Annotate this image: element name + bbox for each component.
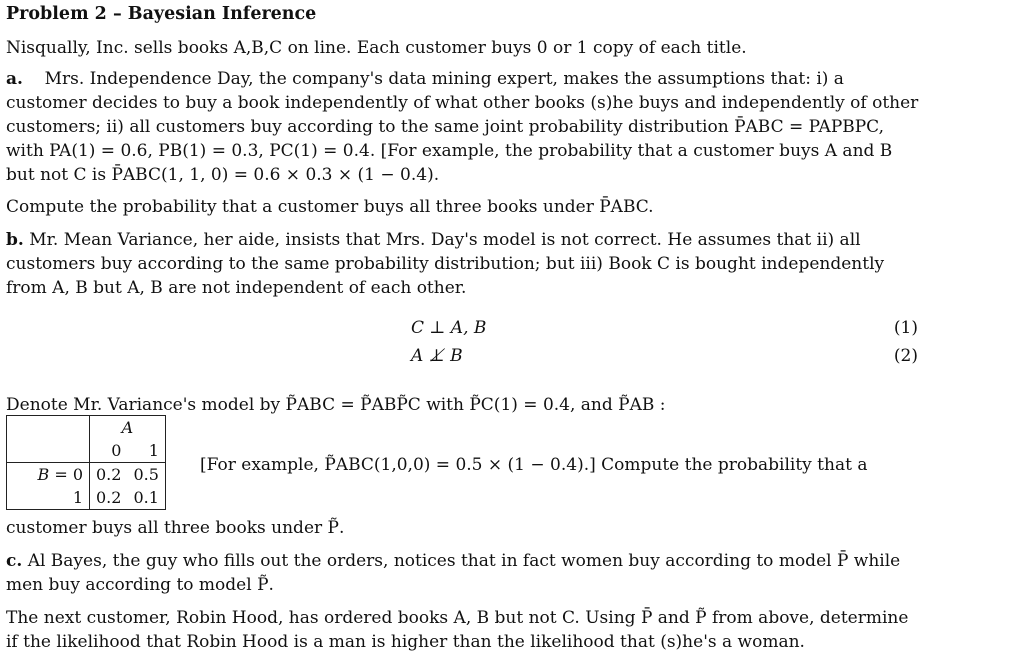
part-c-line-1	[6, 549, 900, 573]
table-cell-1-1: 0.1	[133, 488, 159, 507]
final-line-1: The next customer, Robin Hood, has ordered books A, B but not C. Using P̄ and P̃ from above, determine	[6, 608, 909, 628]
part-a-line-4: with PA(1) = 0.6, PB(1) = 0.3, PC(1) = 0.4. [For example, the probability that a customer buys A and B	[6, 141, 893, 161]
equation-1-expr: C ⊥ A, B	[411, 318, 487, 338]
table-row-label-text-0: = 0	[54, 465, 83, 484]
part-b-paragraph	[6, 228, 884, 300]
part-a-line-1	[6, 67, 918, 91]
part-a-label: a.	[6, 69, 23, 89]
part-c-line-2: men buy according to model P̃.	[6, 575, 274, 595]
table-cell-0-0: 0.2	[90, 463, 128, 487]
denote-text: Denote Mr. Variance's model by P̃ABC = P̃ABP̃C with P̃C(1) = 0.4, and P̃AB :	[6, 395, 666, 415]
part-a-line-2: customer decides to buy a book independently of what other books (s)he buys and independently of other	[6, 93, 919, 113]
example-continuation	[6, 516, 344, 540]
part-b-line-2: customers buy according to the same probability distribution; but iii) Book C is bought independently	[6, 254, 885, 274]
example-cont-text: customer buys all three books under P̃.	[6, 518, 345, 538]
part-b-text-1: Mr. Mean Variance, her aide, insists that Mrs. Day's model is not correct. He assumes that ii) all	[29, 230, 861, 250]
part-a-question-text: Compute the probability that a customer buys all three books under P̄ABC.	[6, 197, 654, 217]
table-col-value-1: 1	[148, 441, 159, 460]
equation-1	[6, 318, 918, 344]
equation-1-number: (1)	[893, 318, 918, 338]
final-paragraph	[6, 606, 908, 654]
part-a-text-1: Mrs. Independence Day, the company's data mining expert, makes the assumptions that: i) a	[44, 69, 844, 89]
part-b-line-3: from A, B but A, B are not independent of each other.	[6, 278, 467, 298]
intro-text: Nisqually, Inc. sells books A,B,C on line. Each customer buys 0 or 1 copy of each title.	[6, 38, 747, 58]
equation-2-expr: A ⊥̸ B	[411, 346, 463, 366]
pab-table-wrap	[6, 415, 166, 510]
denote-paragraph	[6, 393, 666, 417]
equation-2-number: (2)	[893, 346, 918, 366]
example-paragraph	[200, 453, 867, 477]
table-col-values-row	[7, 439, 166, 463]
table-header-row	[7, 416, 166, 440]
part-c-paragraph	[6, 549, 900, 597]
table-cell-0-1: 0.5	[127, 463, 165, 487]
equation-2	[6, 346, 918, 372]
part-b-label: b.	[6, 230, 24, 250]
part-b-line-1	[6, 228, 884, 252]
table-row	[7, 486, 166, 510]
example-text: [For example, P̃ABC(1,0,0) = 0.5 × (1 − 0.4).] Compute the probability that a	[200, 455, 868, 475]
table-col-value-0: 0	[90, 439, 128, 463]
table-cell-1-0: 0.2	[90, 486, 128, 510]
pab-table	[6, 415, 166, 510]
part-a-line-3: customers; ii) all customers buy according to the same joint probability distribution P̄ABC = PAPBPC,	[6, 117, 884, 137]
final-line-2: if the likelihood that Robin Hood is a man is higher than the likelihood that (s)he's a woman.	[6, 632, 805, 652]
part-a-paragraph	[6, 67, 918, 187]
table-row	[7, 463, 166, 487]
table-row-label-1: 1	[72, 488, 83, 507]
part-a-line-5: but not C is P̄ABC(1, 1, 0) = 0.6 × 0.3 × (1 − 0.4).	[6, 165, 440, 185]
part-c-label: c.	[6, 551, 23, 571]
intro-paragraph	[6, 36, 747, 60]
part-a-question	[6, 195, 654, 219]
table-row-label-0	[7, 463, 90, 487]
table-row-prefix: B	[37, 465, 50, 484]
problem-heading: Problem 2 – Bayesian Inference	[6, 4, 317, 24]
table-col-header: A	[90, 416, 166, 440]
part-c-text-1: Al Bayes, the guy who fills out the orders, notices that in fact women buy according to model P̄ while	[27, 551, 901, 571]
